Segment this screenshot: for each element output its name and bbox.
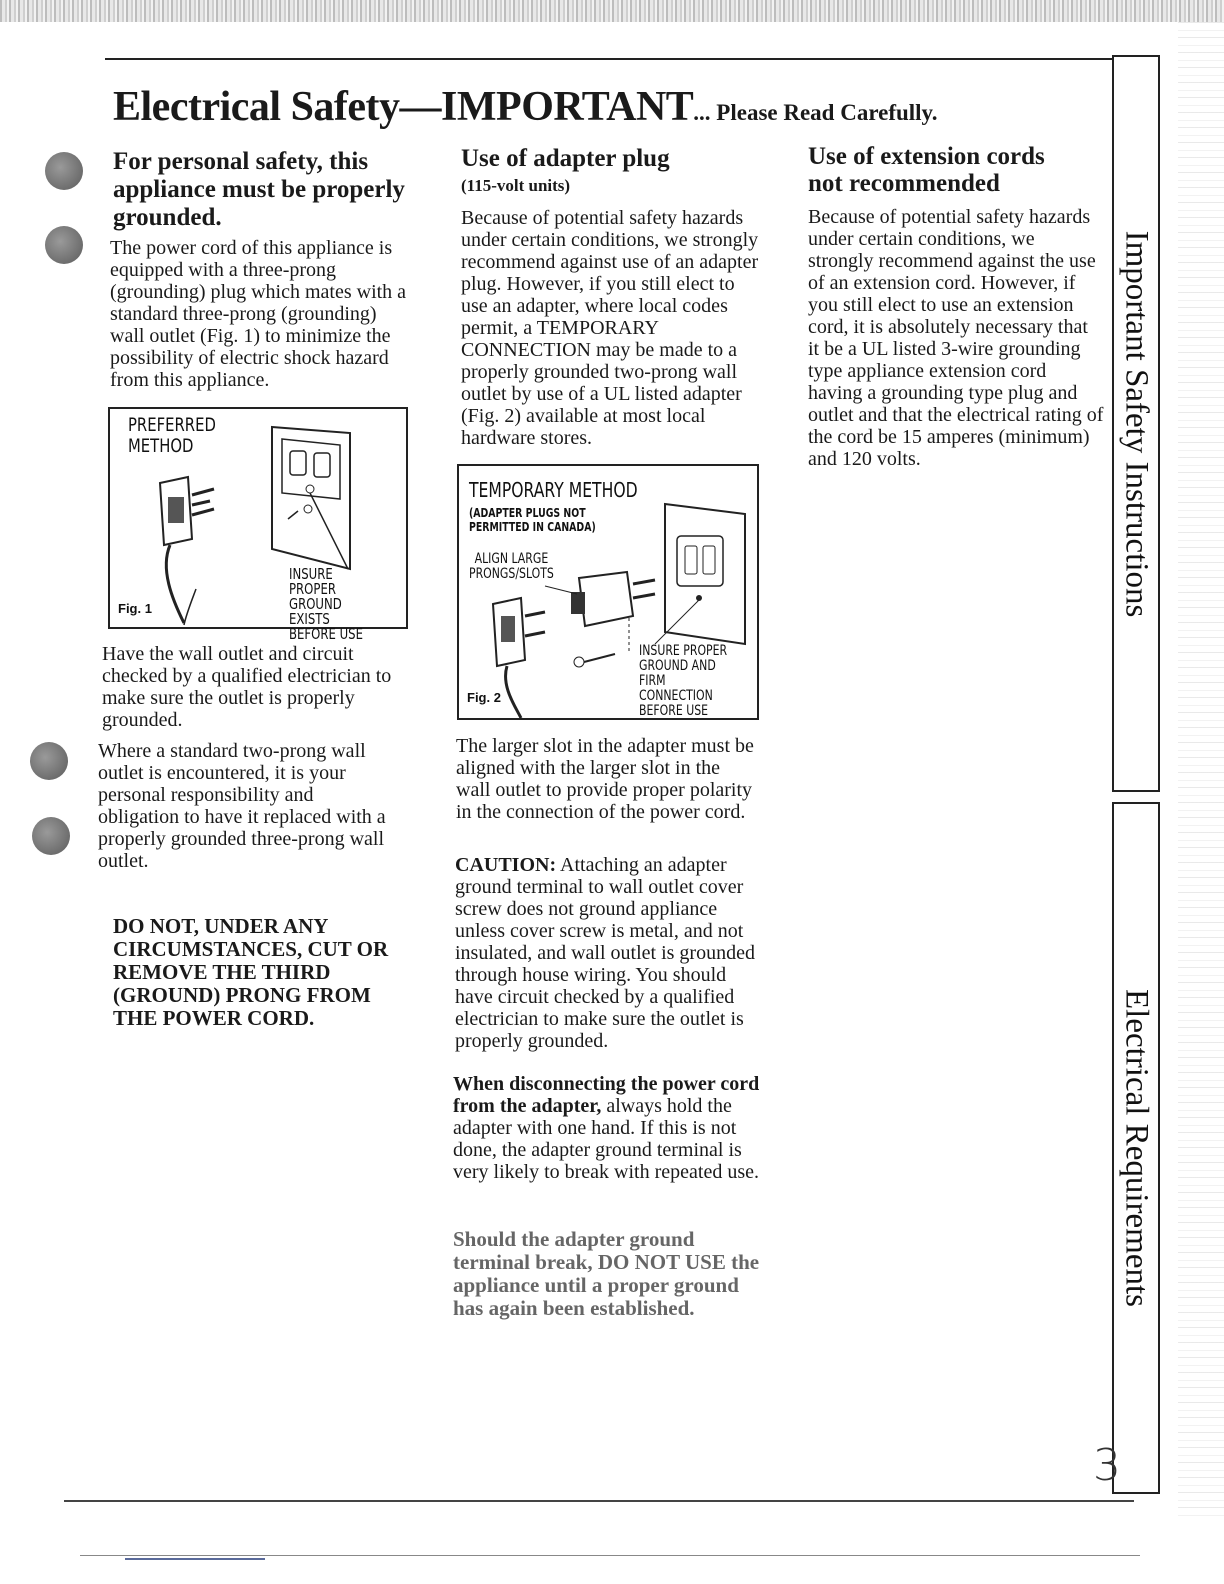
col1-paragraph-2: Have the wall outlet and circuit checked by a qualified electrician to make sure the outlet is properly grounded.: [102, 643, 392, 731]
page-title-main: Electrical Safety—IMPORTANT: [113, 84, 694, 130]
footer-rule: [64, 1500, 1134, 1502]
punch-hole-3: [30, 742, 68, 780]
col2-subheading: (115-volt units): [461, 176, 571, 195]
side-tab-electrical-label: Electrical Requirements: [1118, 989, 1155, 1307]
col1-paragraph-1: The power cord of this appliance is equipped with a three-prong (grounding) plug which mates with a standard three-prong (grounding) wall outlet (Fig. 1) to minimize the possibility of electric shock hazard from this appliance.: [110, 237, 407, 391]
figure-1: [108, 407, 408, 643]
side-tab-safety: [1112, 55, 1160, 792]
caution-lead: CAUTION:: [455, 854, 557, 876]
col2-heading: Use of adapter plug: [461, 145, 670, 172]
col2-caution: [455, 854, 760, 1052]
scan-mark-bottom: [125, 1558, 265, 1560]
punch-hole-4: [32, 817, 70, 855]
col1-paragraph-3: Where a standard two-prong wall outlet is encountered, it is your personal responsibility and obligation to have it replaced with a properly grounded three-prong wall outlet.: [98, 740, 386, 872]
scan-line-bottom: [80, 1555, 1140, 1556]
col2-paragraph-2: The larger slot in the adapter must be aligned with the larger slot in the wall outlet to provide proper polarity in the connection of the power cord.: [456, 735, 754, 823]
side-tab-electrical: [1112, 802, 1160, 1494]
col2-final-warning: Should the adapter ground terminal break, DO NOT USE the appliance until a proper ground has again been established.: [453, 1227, 760, 1320]
fig1-note: INSURE PROPER GROUND EXISTS BEFORE USE: [289, 565, 363, 643]
page-title-tail: ... Please Read Carefully.: [693, 100, 938, 125]
col2-paragraph-1: Because of potential safety hazards under certain conditions, we strongly recommend against use of an adapter plug. However, if you still elect to use an adapter, where local codes permit, a TEMPORARY CONNECTION may be made to a properly grounded two-prong wall outlet by use of a UL listed adapter (Fig. 2) available at most local hardware stores.: [461, 207, 759, 449]
punch-hole-2: [45, 226, 83, 264]
col3-heading: Use of extension cords not recommended: [808, 143, 1045, 197]
fig1-caption: Fig. 1: [118, 601, 152, 616]
side-tab-safety-label: Important Safety Instructions: [1118, 230, 1155, 617]
header-rule: [105, 58, 1113, 60]
col1-warning: DO NOT, UNDER ANY CIRCUMSTANCES, CUT OR REMOVE THE THIRD (GROUND) PRONG FROM THE POWER CORD.: [113, 914, 389, 1030]
col3-paragraph-1: Because of potential safety hazards under certain conditions, we strongly recommend against the use of an extension cord. However, if you still elect to use an extension cord, it is absolutely necessary that it be a UL listed 3-wire grounding type appliance extension cord having a grounding type plug and outlet and that the electrical rating of the cord be 15 amperes (minimum) and 120 volts.: [808, 206, 1104, 470]
fig1-label: PREFERRED METHOD: [128, 414, 216, 457]
col2-disconnect: [453, 1073, 763, 1183]
disconnect-text: always hold the adapter with one hand. If this is not done, the adapter ground terminal is very likely to break with repeated use.: [453, 1095, 759, 1183]
fig2-sublabel: (ADAPTER PLUGS NOT PERMITTED IN CANADA): [469, 506, 596, 534]
fig2-caption: Fig. 2: [467, 690, 501, 705]
scan-noise-right: [1178, 22, 1224, 1522]
col1-heading: For personal safety, this appliance must be properly grounded.: [113, 148, 405, 231]
caution-text: Attaching an adapter ground terminal to wall outlet cover screw does not ground appliance unless cover screw is metal, and not insulated, and wall outlet is grounded through house wiring. You should have circuit checked by a qualified electrician to make sure the outlet is properly grounded.: [455, 854, 755, 1052]
fig2-label: TEMPORARY METHOD: [469, 478, 638, 502]
punch-hole-1: [45, 152, 83, 190]
page-title: [113, 83, 938, 131]
fig2-align-note: ALIGN LARGE PRONGS/SLOTS: [469, 551, 554, 582]
scan-noise-top: [0, 0, 1224, 22]
disconnect-lead: When disconnecting the power cord from the adapter,: [453, 1073, 760, 1117]
page-number: 3: [1093, 1440, 1121, 1491]
fig2-note: INSURE PROPER GROUND AND FIRM CONNECTION BEFORE USE: [639, 643, 728, 719]
figure-2: [457, 464, 759, 720]
